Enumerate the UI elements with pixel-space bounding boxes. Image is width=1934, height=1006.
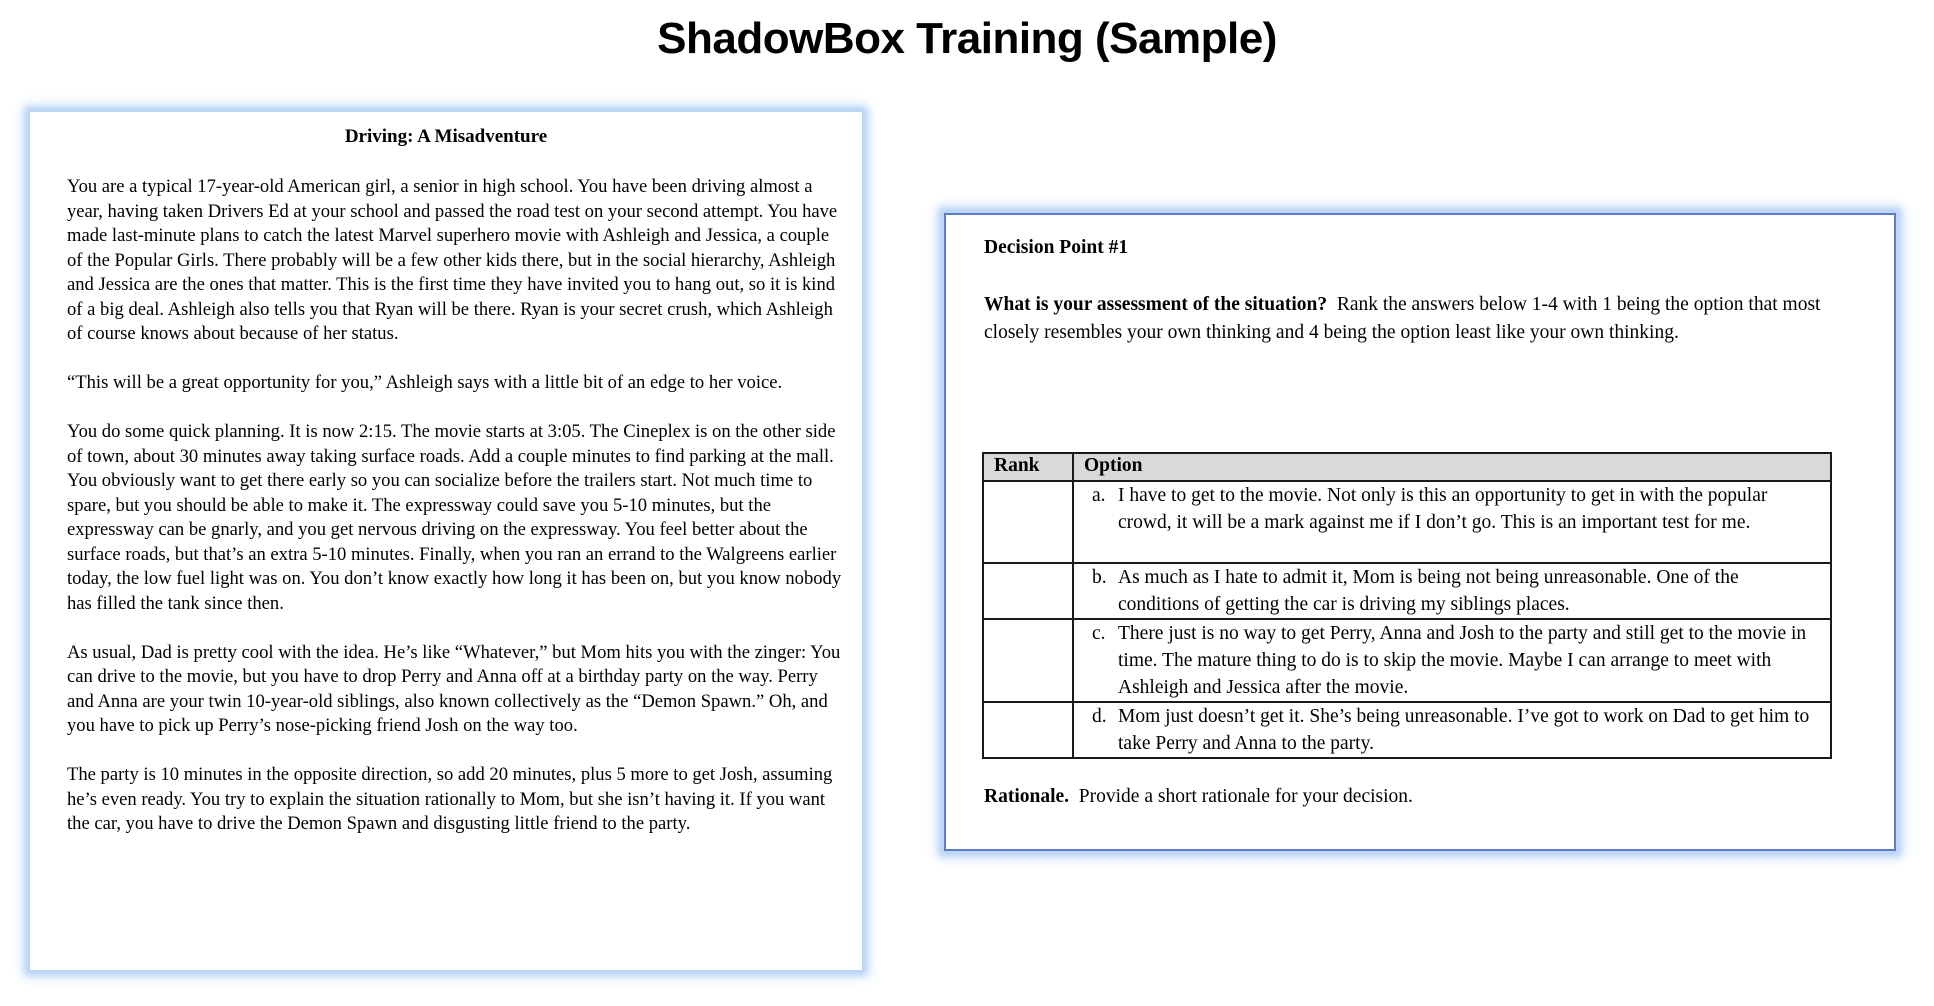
rationale-instructions: Provide a short rationale for your decision.	[1069, 786, 1413, 807]
table-row	[983, 481, 1831, 563]
decision-point-title: Decision Point #1	[984, 237, 1129, 258]
scenario-paragraph: The party is 10 minutes in the opposite direction, so add 20 minutes, plus 5 more to get Josh, assuming he’s even ready. You try to explain the situation rationally to Mom, but she isn’t having it. If you want the car, you have to drive the Demon Spawn and disgusting little friend to the party.	[67, 764, 833, 834]
scenario-paragraph: “This will be a great opportunity for you,” Ashleigh says with a little bit of an edge to her voice.	[67, 372, 783, 393]
option-text: There just is no way to get Perry, Anna and Josh to the party and still get to the movie in time. The mature thing to do is to skip the movie. Maybe I can arrange to meet with Ashleigh and Jessica after the movie.	[1118, 623, 1807, 698]
rank-cell-d[interactable]	[983, 702, 1073, 758]
options-table	[982, 452, 1832, 759]
option-letter: c.	[1092, 623, 1106, 644]
decision-card	[944, 213, 1896, 851]
table-header-row	[983, 453, 1831, 481]
rank-cell-a[interactable]	[983, 481, 1073, 563]
option-text: Mom just doesn’t get it. She’s being unreasonable. I’ve got to work on Dad to get him to take Perry and Anna to the party.	[1118, 706, 1810, 754]
option-cell-b	[1073, 563, 1831, 619]
rank-cell-b[interactable]	[983, 563, 1073, 619]
decision-question-instructions: Rank the answers below 1-4 with 1 being the option that most closely resembles your own thinking and 4 being the option least like your own thinking.	[984, 294, 1826, 343]
scenario-paragraph: You do some quick planning. It is now 2:15. The movie starts at 3:05. The Cineplex is on the other side of town, about 30 minutes away taking surface roads. Add a couple minutes to find parking at the mall. You obviously want to get there early so you can socialize before the trailers start. Not much time to spare, but you should be able to make it. The expressway could save you 5-10 minutes, but the expressway can be gnarly, and you get nervous driving on the expressway. You feel better about the surface roads, but that’s an extra 5-10 minutes. Finally, when you ran an errand to the Walgreens earlier today, the low fuel light was on. You don’t know exactly how long it has been on, but you know nobody has filled the tank since then.	[67, 421, 842, 614]
option-cell-c	[1073, 619, 1831, 702]
table-row	[983, 619, 1831, 702]
decision-question-bold: What is your assessment of the situation?	[984, 294, 1328, 315]
decision-question	[984, 291, 1864, 346]
rationale-prompt	[984, 786, 1413, 808]
option-letter: b.	[1092, 567, 1107, 588]
scenario-paragraph: You are a typical 17-year-old American girl, a senior in high school. You have been driving almost a year, having taken Drivers Ed at your school and passed the road test on your second attempt. You have made last-minute plans to catch the latest Marvel superhero movie with Ashleigh and Jessica, a couple of the Popular Girls. There probably will be a few other kids there, but in the social hierarchy, Ashleigh and Jessica are the ones that matter. This is the first time they have invited you to hang out, so it is kind of a big deal. Ashleigh also tells you that Ryan will be there. Ryan is your secret crush, which Ashleigh of course knows about because of her status.	[67, 176, 838, 344]
table-row	[983, 702, 1831, 758]
scenario-heading: Driving: A Misadventure	[344, 126, 548, 147]
page-title: ShadowBox Training (Sample)	[657, 14, 1277, 63]
option-text: As much as I hate to admit it, Mom is being not being unreasonable. One of the conditions of getting the car is driving my siblings places.	[1118, 567, 1739, 615]
option-cell-d	[1073, 702, 1831, 758]
option-letter: a.	[1092, 485, 1106, 506]
scenario-body	[67, 175, 842, 861]
rank-cell-c[interactable]	[983, 619, 1073, 702]
option-text: I have to get to the movie. Not only is this an opportunity to get in with the popular crowd, it will be a mark against me if I don’t go. This is an important test for me.	[1118, 485, 1768, 533]
table-row	[983, 563, 1831, 619]
rank-column-header: Rank	[983, 453, 1073, 481]
option-cell-a	[1073, 481, 1831, 563]
option-letter: d.	[1092, 706, 1107, 727]
scenario-card	[30, 112, 862, 970]
scenario-paragraph: As usual, Dad is pretty cool with the idea. He’s like “Whatever,” but Mom hits you with the zinger: You can drive to the movie, but you have to drop Perry and Anna off at a birthday party on the way. Perry and Anna are your twin 10-year-old siblings, also known collectively as the “Demon Spawn.” Oh, and you have to pick up Perry’s nose-picking friend Josh on the way too.	[67, 641, 841, 736]
option-column-header: Option	[1073, 453, 1831, 481]
rationale-label: Rationale.	[984, 786, 1070, 807]
